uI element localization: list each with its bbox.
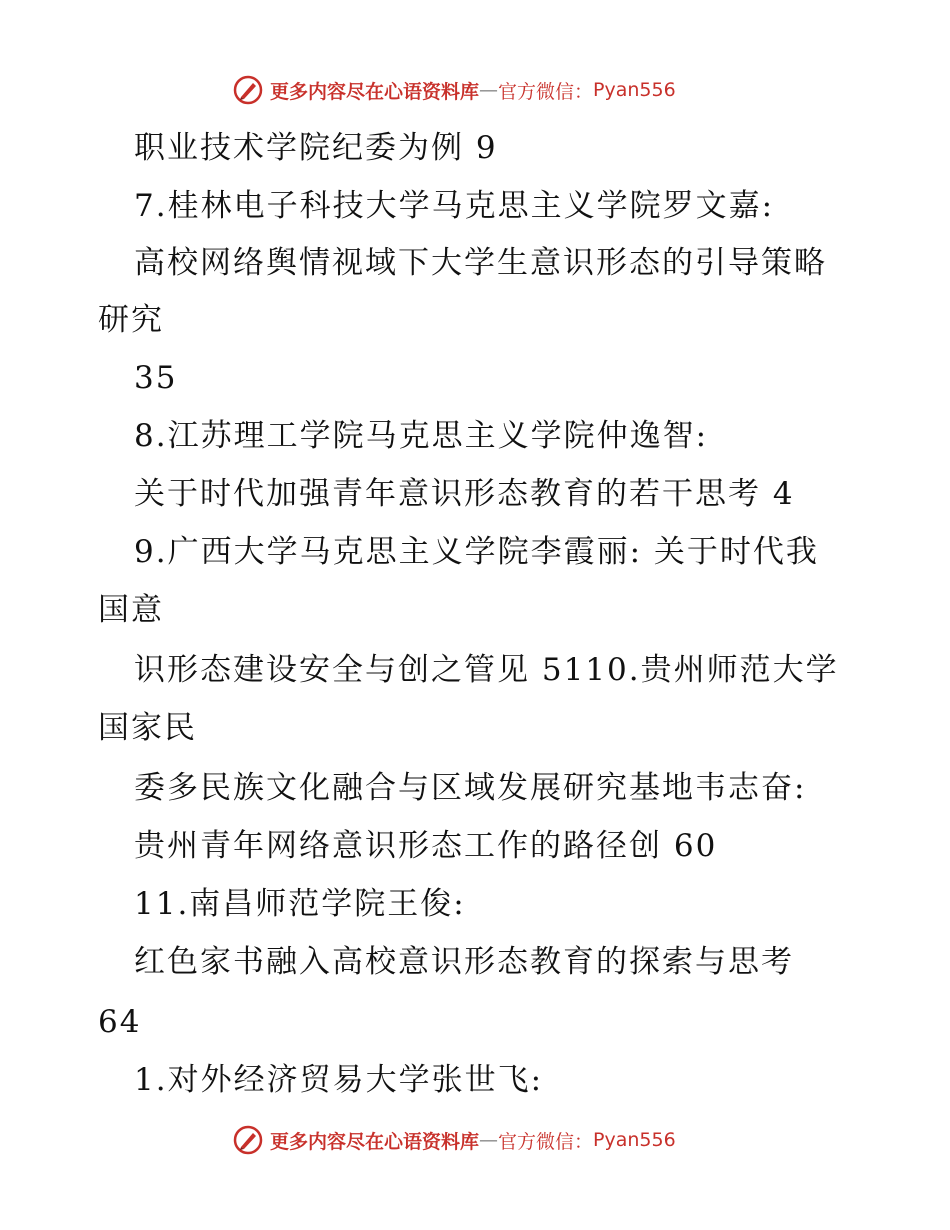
- watermark-official: 官方微信：: [498, 80, 594, 103]
- text-line: 9.广西大学马克思主义学院李霞丽: 关于时代我: [134, 534, 819, 570]
- watermark-text: 更多内容尽在心语资料库: [270, 1130, 480, 1153]
- watermark-official: 官方微信：: [498, 1130, 594, 1153]
- watermark-id: Pyan556: [593, 1129, 676, 1151]
- text-line: 研究: [98, 302, 164, 338]
- header-watermark: [232, 72, 676, 108]
- watermark-id: Pyan556: [593, 79, 676, 101]
- watermark-text: 更多内容尽在心语资料库: [270, 80, 480, 103]
- text-line: 职业技术学院纪委为例 9: [134, 130, 498, 166]
- text-line: 64: [98, 1004, 142, 1040]
- watermark-dash: —: [479, 1129, 499, 1151]
- text-line: 关于时代加强青年意识形态教育的若干思考 4: [134, 476, 795, 512]
- text-line: 国家民: [98, 710, 197, 746]
- text-line: 高校网络舆情视域下大学生意识形态的引导策略: [134, 245, 827, 281]
- text-line: 委多民族文化融合与区域发展研究基地韦志奋:: [134, 770, 807, 806]
- text-line: 识形态建设安全与创之管见 5110.贵州师范大学: [134, 652, 839, 688]
- quill-logo-icon: [232, 1124, 264, 1156]
- text-line: 贵州青年网络意识形态工作的路径创 60: [134, 828, 718, 864]
- text-line: 7.桂林电子科技大学马克思主义学院罗文嘉:: [134, 188, 775, 224]
- text-line: 红色家书融入高校意识形态教育的探索与思考: [134, 944, 794, 980]
- text-line: 国意: [98, 592, 164, 628]
- text-line: 35: [134, 360, 178, 396]
- text-line: 8.江苏理工学院马克思主义学院仲逸智:: [134, 418, 709, 454]
- text-line: 1.对外经济贸易大学张世飞:: [134, 1062, 544, 1098]
- text-line: 11.南昌师范学院王俊:: [134, 886, 466, 922]
- watermark-dash: —: [479, 79, 499, 101]
- quill-logo-icon: [232, 74, 264, 106]
- footer-watermark: [232, 1122, 676, 1158]
